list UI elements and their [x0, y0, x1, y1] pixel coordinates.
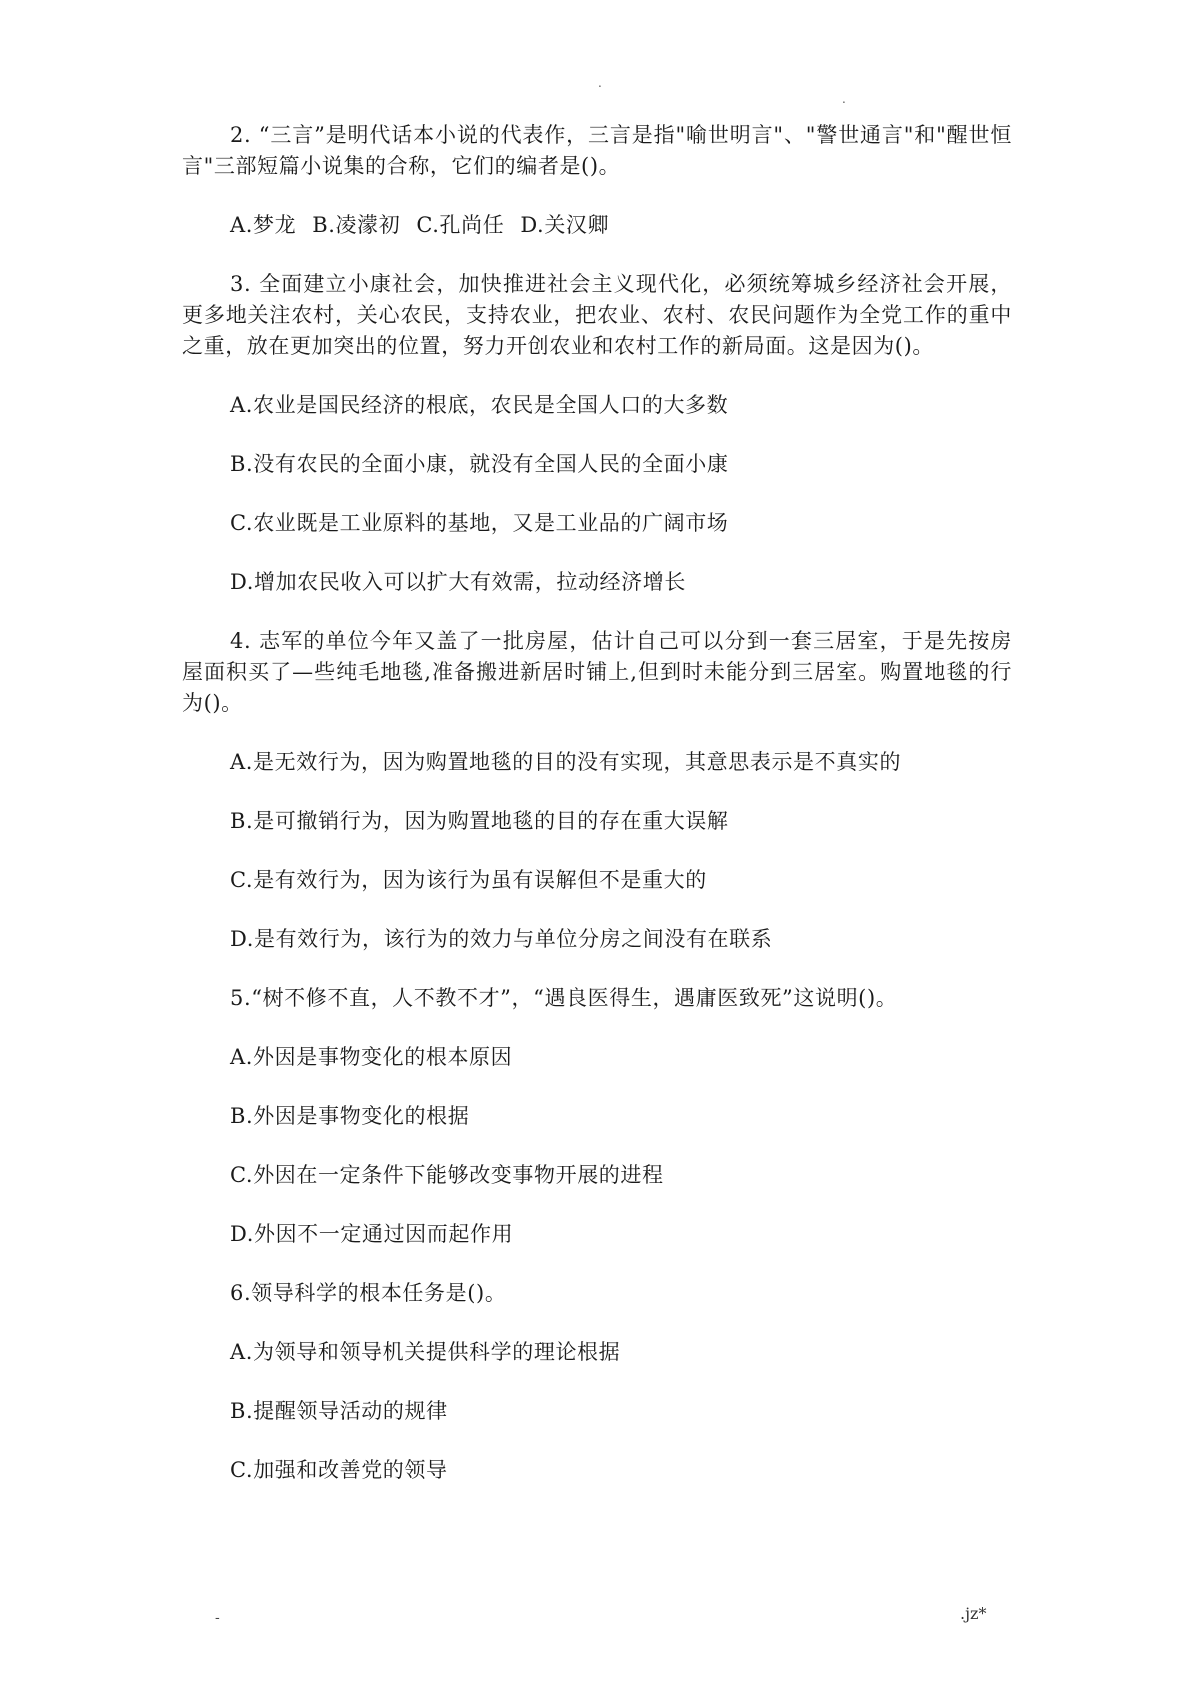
option-c: C.是有效行为，因为该行为虽有误解但不是重大的: [230, 868, 707, 892]
option-c: C.外因在一定条件下能够改变事物开展的进程: [230, 1163, 664, 1187]
option-b: B.凌濛初: [312, 213, 401, 237]
question-5: 5.“树不修不直，人不教不才”，“遇良医得生，遇庸医致死”这说明()。: [230, 986, 898, 1010]
option-a: A.为领导和领导机关提供科学的理论根据: [230, 1340, 621, 1364]
question-3: 3. 全面建立小康社会，加快推进社会主义现代化，必须统筹城乡经济社会开展，更多地关注农村，关心农民，支持农业，把农业、农村、农民问题作为全党工作的重中之重，放在更加突出的位置，努力开创农业和农村工作的新局面。这是因为()。: [182, 272, 1012, 358]
option-d: D.是有效行为，该行为的效力与单位分房之间没有在联系: [230, 927, 773, 951]
option-c: C.加强和改善党的领导: [230, 1458, 448, 1482]
header-dot: .: [842, 92, 846, 106]
question-2: 2. “三言”是明代话本小说的代表作，三言是指"喻世明言"、"警世通言"和"醒世恒言"三部短篇小说集的合称，它们的编者是()。: [182, 123, 1012, 178]
option-d: D.增加农民收入可以扩大有效需，拉动经济增长: [230, 570, 686, 594]
option-a: A.外因是事物变化的根本原因: [230, 1045, 513, 1069]
question-2-options: [182, 210, 1012, 241]
option-a: A.是无效行为，因为购置地毯的目的没有实现，其意思表示是不真实的: [230, 750, 902, 774]
option-c: C.孔尚任: [416, 213, 505, 237]
question-6: 6.领导科学的根本任务是()。: [230, 1281, 507, 1305]
document-body: [182, 120, 1012, 1486]
footer-right-mark: .jz*: [960, 1604, 987, 1623]
option-d: D.外因不一定通过因而起作用: [230, 1222, 514, 1246]
option-c: C.农业既是工业原料的基地，又是工业品的广阔市场: [230, 511, 729, 535]
option-b: B.提醒领导活动的规律: [230, 1399, 448, 1423]
option-b: B.外因是事物变化的根据: [230, 1104, 470, 1128]
option-b: B.是可撤销行为，因为购置地毯的目的存在重大误解: [230, 809, 729, 833]
option-a: A.梦龙: [230, 213, 297, 237]
option-d: D.关汉卿: [520, 213, 610, 237]
option-b: B.没有农民的全面小康，就没有全国人民的全面小康: [230, 452, 729, 476]
option-a: A.农业是国民经济的根底，农民是全国人口的大多数: [230, 393, 729, 417]
footer-left-mark: -: [215, 1610, 220, 1626]
question-4: 4. 志军的单位今年又盖了一批房屋，估计自己可以分到一套三居室，于是先按房屋面积买了—些纯毛地毯,准备搬进新居时铺上,但到时未能分到三居室。购置地毯的行为()。: [182, 629, 1012, 715]
header-dot: .: [598, 76, 602, 90]
